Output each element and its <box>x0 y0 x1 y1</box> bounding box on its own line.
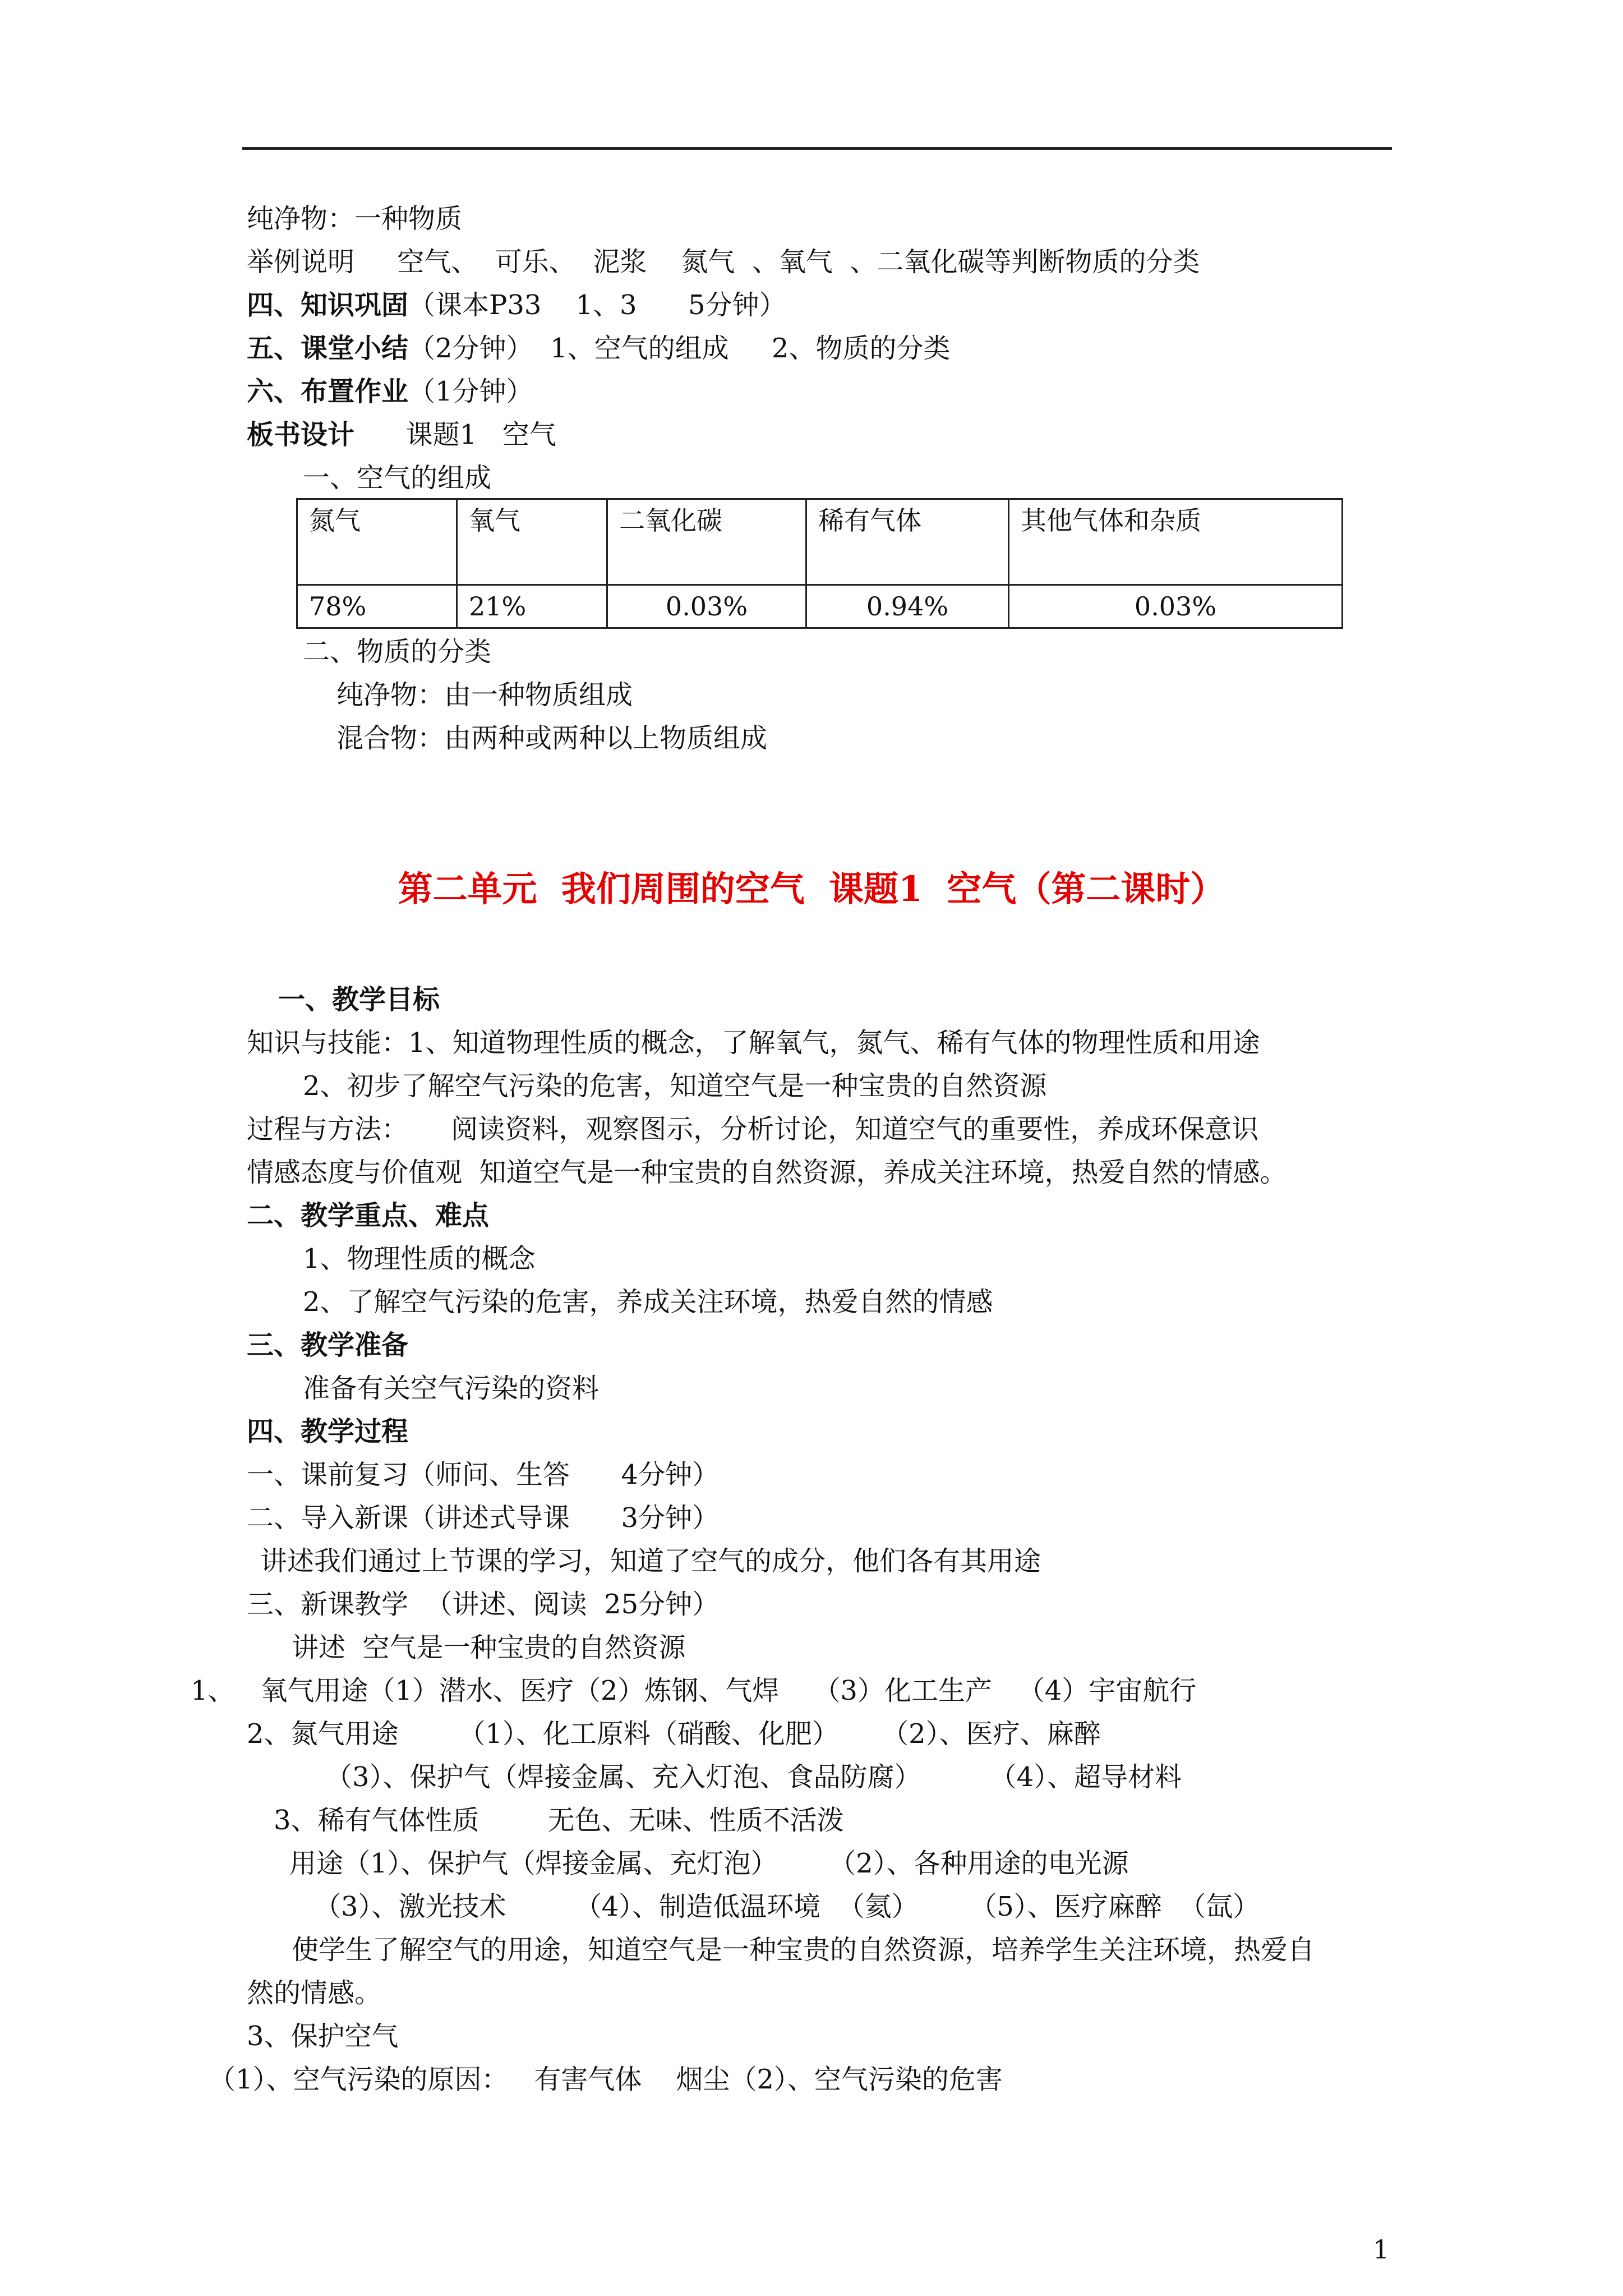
lesson-title: 第二单元 我们周围的空气 课题1 空气（第二课时） <box>398 868 1225 909</box>
text-line: 讲述 空气是一种宝贵的自然资源 <box>292 1632 686 1663</box>
section-heading: 五、课堂小结 <box>247 333 409 364</box>
objectives-heading: 一、教学目标 <box>278 984 440 1015</box>
text-line: 二、导入新课（讲述式导课 3分钟） <box>247 1502 720 1534</box>
table-cell: 78% <box>297 585 457 628</box>
key-points-heading: 二、教学重点、难点 <box>247 1200 490 1231</box>
text-line: 然的情感。 <box>247 1977 382 2009</box>
air-composition-table <box>296 498 1343 629</box>
table-header-cell: 二氧化碳 <box>607 499 806 585</box>
table-cell: 0.03% <box>607 585 806 628</box>
pure-substance-line: 纯净物：由一种物质组成 <box>336 679 633 711</box>
text-line: 一、课前复习（师问、生答 4分钟） <box>247 1459 720 1490</box>
text-line: 1、 氧气用途（1）潜水、医疗（2）炼钢、气焊 （3）化工生产 （4）宇宙航行 <box>191 1675 1197 1706</box>
text-line: 1、物理性质的概念 <box>303 1243 536 1274</box>
process-heading: 四、教学过程 <box>247 1416 409 1447</box>
section-heading: 四、知识巩固 <box>247 289 409 321</box>
table-row <box>297 585 1343 628</box>
section-text: （课本P33 1、3 5分钟） <box>408 289 786 321</box>
text-line: 纯净物：一种物质 <box>247 203 463 234</box>
page-number: 1 <box>1373 2234 1390 2265</box>
text-line: 2、初步了解空气污染的危害，知道空气是一种宝贵的自然资源 <box>303 1070 1047 1102</box>
section-summary <box>247 332 950 365</box>
table-cell: 0.94% <box>806 585 1009 628</box>
section-text: （2分钟） 1、空气的组成 2、物质的分类 <box>408 333 951 364</box>
section-knowledge-review <box>247 288 786 322</box>
header-rule <box>242 147 1392 150</box>
text-line: 三、新课教学 （讲述、阅读 25分钟） <box>247 1589 720 1620</box>
text-line: （3）、保护气（焊接金属、充入灯泡、食品防腐） （4）、超导材料 <box>325 1761 1182 1793</box>
section-text: （1分钟） <box>408 376 533 407</box>
text-line: 情感态度与价值观 知道空气是一种宝贵的自然资源，养成关注环境，热爱自然的情感。 <box>247 1157 1287 1188</box>
table-header-cell: 氧气 <box>457 499 607 585</box>
text-line: （1）、空气污染的原因： 有害气体 烟尘（2）、空气污染的危害 <box>209 2064 1003 2095</box>
section-homework <box>247 375 533 408</box>
text-line: （3）、激光技术 （4）、制造低温环境 （氦） （5）、医疗麻醉 （氙） <box>314 1891 1260 1922</box>
text-line: 讲述我们通过上节课的学习，知道了空气的成分，他们各有其用途 <box>260 1545 1041 1577</box>
board-design <box>247 418 556 452</box>
text-line: 2、氮气用途 （1）、化工原料（硝酸、化肥） （2）、医疗、麻醉 <box>247 1718 1101 1750</box>
table-row <box>297 499 1343 585</box>
classification-heading: 二、物质的分类 <box>303 636 492 668</box>
table-header-cell: 稀有气体 <box>806 499 1009 585</box>
preparation-heading: 三、教学准备 <box>247 1329 409 1361</box>
text-line: 3、稀有气体性质 无色、无味、性质不活泼 <box>274 1805 844 1836</box>
air-composition-heading: 一、空气的组成 <box>303 462 492 494</box>
text-line: 使学生了解空气的用途，知道空气是一种宝贵的自然资源，培养学生关注环境，热爱自 <box>292 1934 1315 1966</box>
section-heading: 板书设计 <box>247 419 355 450</box>
section-text: 课题1 空气 <box>354 419 556 450</box>
table-cell: 21% <box>457 585 607 628</box>
table-cell: 0.03% <box>1009 585 1343 628</box>
mixture-line: 混合物：由两种或两种以上物质组成 <box>336 723 768 754</box>
text-line: 3、保护空气 <box>247 2021 399 2052</box>
text-line: 准备有关空气污染的资料 <box>303 1373 600 1404</box>
text-line: 过程与方法： 阅读资料，观察图示，分析讨论，知道空气的重要性，养成环保意识 <box>247 1114 1259 1145</box>
table-header-cell: 氮气 <box>297 499 457 585</box>
text-line: 用途（1）、保护气（焊接金属、充灯泡） （2）、各种用途的电光源 <box>289 1848 1129 1879</box>
text-line: 2、了解空气污染的危害，养成关注环境，热爱自然的情感 <box>303 1286 993 1318</box>
text-line: 举例说明 空气、 可乐、 泥浆 氮气 、氧气 、二氧化碳等判断物质的分类 <box>247 246 1200 278</box>
table-header-cell: 其他气体和杂质 <box>1009 499 1343 585</box>
section-heading: 六、布置作业 <box>247 376 409 407</box>
text-line: 知识与技能：1、知道物理性质的概念，了解氧气，氮气、稀有气体的物理性质和用途 <box>247 1027 1260 1059</box>
